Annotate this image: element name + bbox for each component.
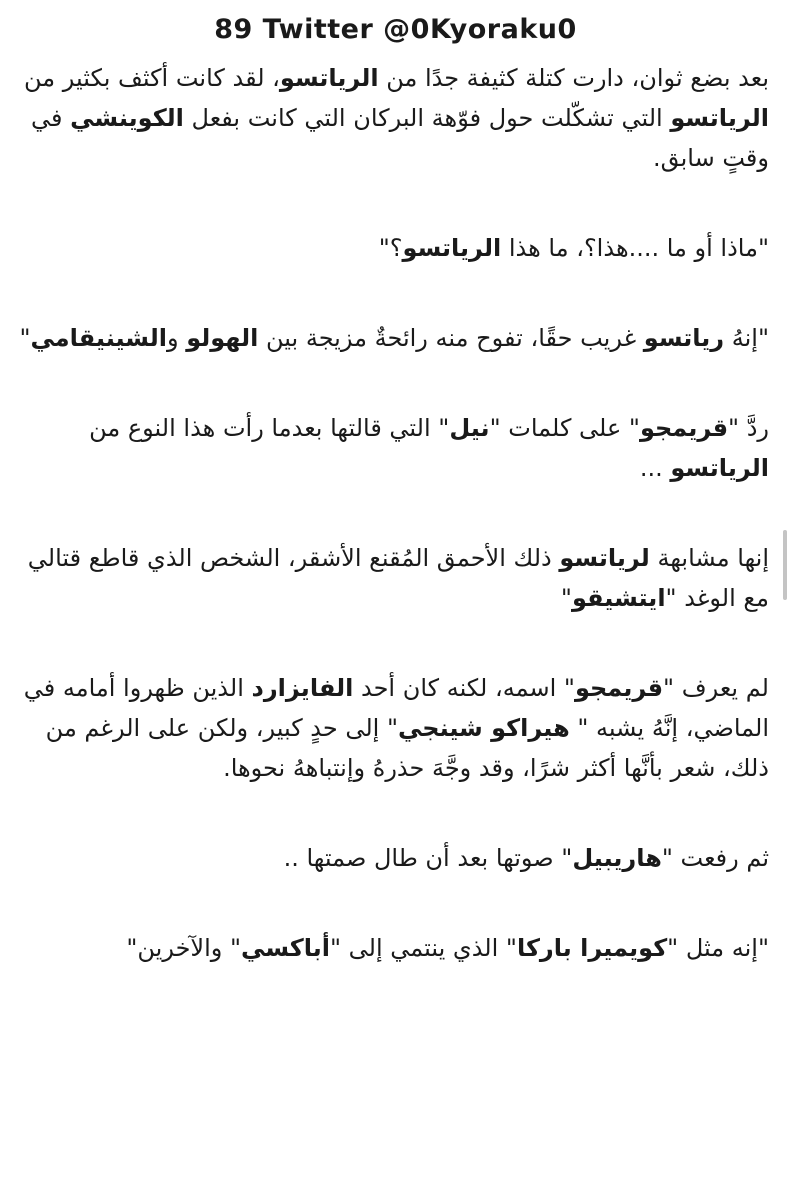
bold-term: الشينيقامي [30,324,167,352]
bold-term: قريمجو [639,414,729,442]
text-run: ، لقد كانت أكثف بكثير من [24,64,280,92]
text-run: بعد بضع ثوان، دارت كتلة كثيفة جدًا من [378,64,769,92]
text-run: " والآخرين" [126,934,242,962]
text-run: غريب حقًا، تفوح منه رائحةٌ مزيجة بين [258,324,644,352]
text-run: " على كلمات " [489,414,640,442]
text-run: ثم رفعت " [661,844,769,872]
text-run: ... [639,454,671,482]
text-run: التي تشكّلت حول فوّهة البركان التي كانت بفعل [183,104,671,132]
text-run: إنها مشابهة [649,544,769,572]
text-run: " اسمه، لكنه كان أحد [353,674,575,702]
bold-term: ايتشيقو [571,584,666,612]
article-body [9,58,769,1018]
text-run: " [19,324,31,352]
text-run: "ماذا أو ما ....هذا؟، ما هذا [501,234,769,262]
bold-term: لرياتسو [559,544,650,572]
bold-term: هيراكو شينجي [398,714,570,742]
text-run: " إلى حدٍ كبير، ولكن على الرغم من ذلك، شعر بأنَّها أكثر شرًا، وقد وجَّهَ حذرهُ وإنتباههُ نحوها. [45,714,769,782]
bold-term: نيل [449,414,490,442]
bold-term: كويميرا باركا [516,934,668,962]
text-run: و [166,324,187,352]
paragraph [9,838,769,878]
page-number: 89 [214,14,253,45]
text-run: ؟" [378,234,403,262]
bold-term: الرياتسو [402,234,502,262]
bold-term: الفايزارد [251,674,354,702]
bold-term: الرياتسو [670,104,769,132]
text-run: ذلك الأحمق المُقنع الأشقر، الشخص الذي قاطع قتالي مع الوغد " [27,544,769,612]
text-run: " الذي ينتمي إلى " [329,934,517,962]
bold-term: الهولو [186,324,259,352]
paragraph [9,318,769,358]
text-run: ردَّ " [728,414,769,442]
bold-term: أباكسي [241,934,330,962]
text-run: "إنه مثل " [667,934,769,962]
paragraph [9,928,769,968]
text-run: في وقتٍ سابق. [31,104,769,172]
bold-term: الرياتسو [670,454,769,482]
paragraph [9,408,769,488]
scroll-indicator[interactable] [783,530,787,600]
bold-term: الكوينشي [70,104,184,132]
text-run: الذين ظهروا أمامه في الماضي، إنَّهُ يشبه " [23,674,769,742]
text-run: لم يعرف " [663,674,769,702]
bold-term: الرياتسو [279,64,379,92]
text-run: " [560,584,572,612]
text-run: " التي قالتها بعدما رأت هذا النوع من [89,414,450,442]
paragraph [9,538,769,618]
paragraph [9,668,769,788]
bold-term: رياتسو [643,324,725,352]
text-run: "إنهُ [724,324,769,352]
page-header [0,14,791,45]
paragraph [9,58,769,178]
text-run: " صوتها بعد أن طال صمتها .. [283,844,573,872]
paragraph [9,228,769,268]
source-credit: Twitter @0Kyoraku0 [262,14,577,45]
bold-term: هاريبيل [572,844,662,872]
bold-term: قريمجو [574,674,664,702]
